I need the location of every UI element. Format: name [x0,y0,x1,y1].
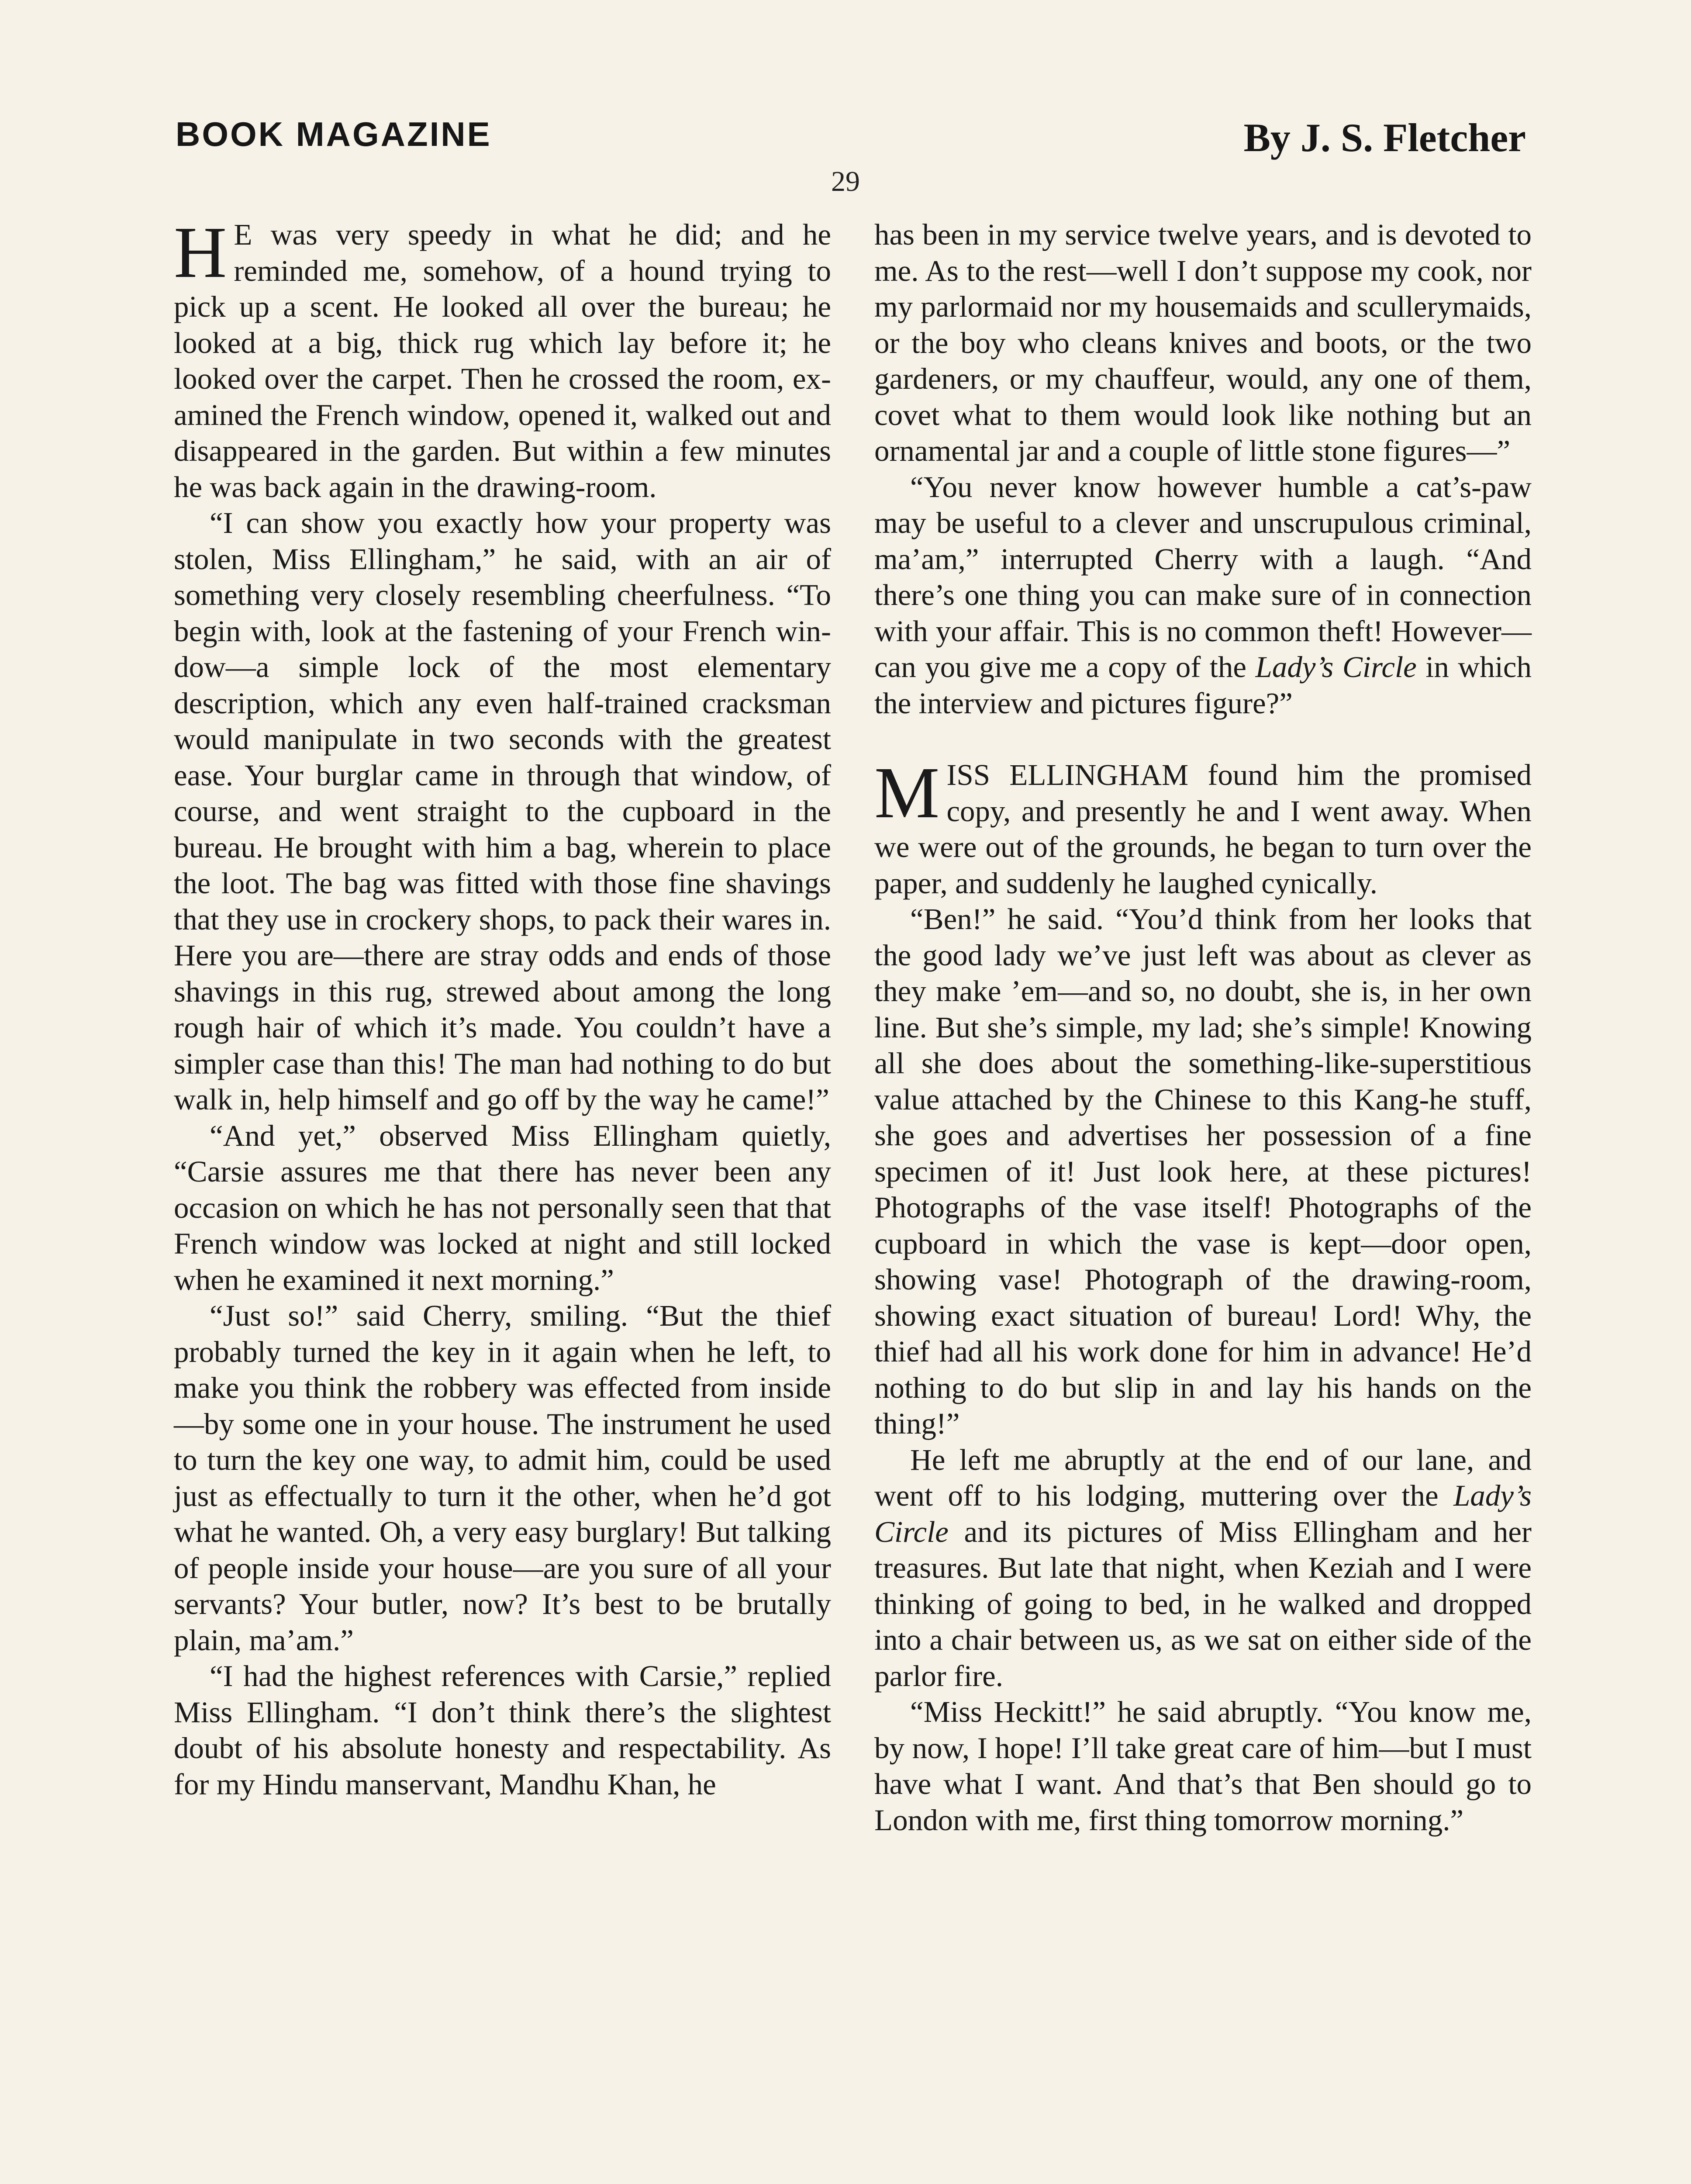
story-paragraph: “Just so!” said Cherry, smiling. “But the thief probably turned the key in it again when he left, to make you think the robbery was effected from inside—by some one in your house. The instrument he used to turn the key one way, to admit him, could be used just as effectually to turn it the other, when he’d got what he wanted. Oh, a very easy burglary! But talking of people inside your house—are you sure of all your servants? Your butler, now? It’s best to be brutally plain, ma’am.” [174,1299,831,1657]
drop-cap: H [174,212,227,293]
story-paragraph: “Miss Heckitt!” he said abruptly. “You know me, by now, I hope! I’ll take great care of him—but I must have what I want. And that’s that Ben should go to London with me, first thing tomorrow morning.” [874,1695,1532,1837]
publication-title: Lady’s Circle [1255,650,1417,684]
story-paragraph [874,469,1532,722]
story-paragraph [874,752,1532,901]
story-paragraph: “Ben!” he said. “You’d think from her looks that the good lady we’ve just left was about as clever as they make ’em—and so, no doubt, she is, in her own line. But she’s simple, my lad; she’s simple! Knowing all she does about the something-like-superstitious value attached by the Chinese to this Kang-he stuff, she goes and advertises her possession of a fine specimen of it! Just look here, at these pictures! Photographs of the vase itself! Photographs of the cupboard in which the vase is kept—door open, showing vase! Photograph of the drawing-room, showing exact situation of bureau! Lord! Why, the thief had all his work done for him in advance! He’d nothing to do but slip in and lay his hands on the thing!” [874,902,1532,1440]
publication-title: Lady’s Circle [874,1479,1532,1548]
paragraph-text: “You never know however humble a cat’s-paw may be useful to a clever and unscrupulous criminal, ma’am,” interrupted Cherry with a laugh. “And there’s one thing you can make sure of in connection with your affair. This is no common theft! However—can you give me a copy of the [874,470,1532,684]
paragraph-text: He left me abruptly at the end of our lane, and went off to his lodging, muttering over the [874,1443,1532,1512]
page-number: 29 [831,166,860,197]
story-paragraph: “I had the highest references with Carsie,” replied Miss Ellingham. “I don’t think there’s the slightest doubt of his absolute honesty and respectability. As for my Hindu manservant, Mandhu Khan, he [174,1659,831,1801]
author-byline: By J. S. Fletcher [1243,115,1526,160]
paragraph-text: E was very speedy in what he did; and he reminded me, somehow, of a hound trying to pick up a scent. He looked all over the bureau; he looked at a big, thick rug which lay before it; he looked over the carpet. Then he crossed the room, examined the French window, opened it, walked out and disappeared in the garden. But within a few minutes he was back again in the drawing-room. [174,218,831,504]
story-paragraph: “And yet,” observed Miss Ellingham quietly, “Carsie assures me that there has never been any occasion on which he has not personally seen that that French window was locked at night and still locked when he examined it next morning.” [174,1119,831,1296]
paragraph-text: ISS ELLINGHAM found him the promised copy, and presently he and I went away. When we were out of the grounds, he began to turn over the paper, and suddenly he laughed cynically. [874,758,1532,900]
story-paragraph: “I can show you exactly how your property was stolen, Miss Ellingham,” he said, with an air of something very closely resembling cheerfulness. “To begin with, look at the fastening of your French window—a simple lock of the most elementary description, which any even half-trained cracksman would manipulate in two seconds with the greatest ease. Your burglar came in through that window, of course, and went straight to the cupboard in the bureau. He brought with him a bag, wherein to place the loot. The bag was fitted with those fine shavings that they use in crockery shops, to pack their wares in. Here you are—there are stray odds and ends of those shavings in this rug, strewed about among the long rough hair of which it’s made. You couldn’t have a simpler case than this! The man had nothing to do but walk in, help himself and go off by the way he came!” [174,506,831,1116]
story-paragraph: has been in my service twelve years, and is devoted to me. As to the rest—well I don’t suppose my cook, nor my parlormaid nor my housemaids and scullerymaids, or the boy who cleans knives and boots, or the two gardeners, or my chauffeur, would, any one of them, covet what to them would look like nothing but an ornamental jar and a couple of little stone figures—” [874,218,1532,467]
right-column [874,217,1532,1838]
paragraph-text: in which the interview and pictures figure?” [874,650,1532,720]
left-column [174,212,831,1802]
story-paragraph [874,1442,1532,1694]
paragraph-text: and its pictures of Miss Ellingham and her treasures. But late that night, when Keziah and I were thinking of going to bed, in he walked and dropped into a chair between us, as we sat on either side of the parlor fire. [874,1515,1532,1693]
story-paragraph [174,212,831,505]
magazine-title: BOOK MAGAZINE [176,115,492,153]
drop-cap: M [874,752,940,833]
